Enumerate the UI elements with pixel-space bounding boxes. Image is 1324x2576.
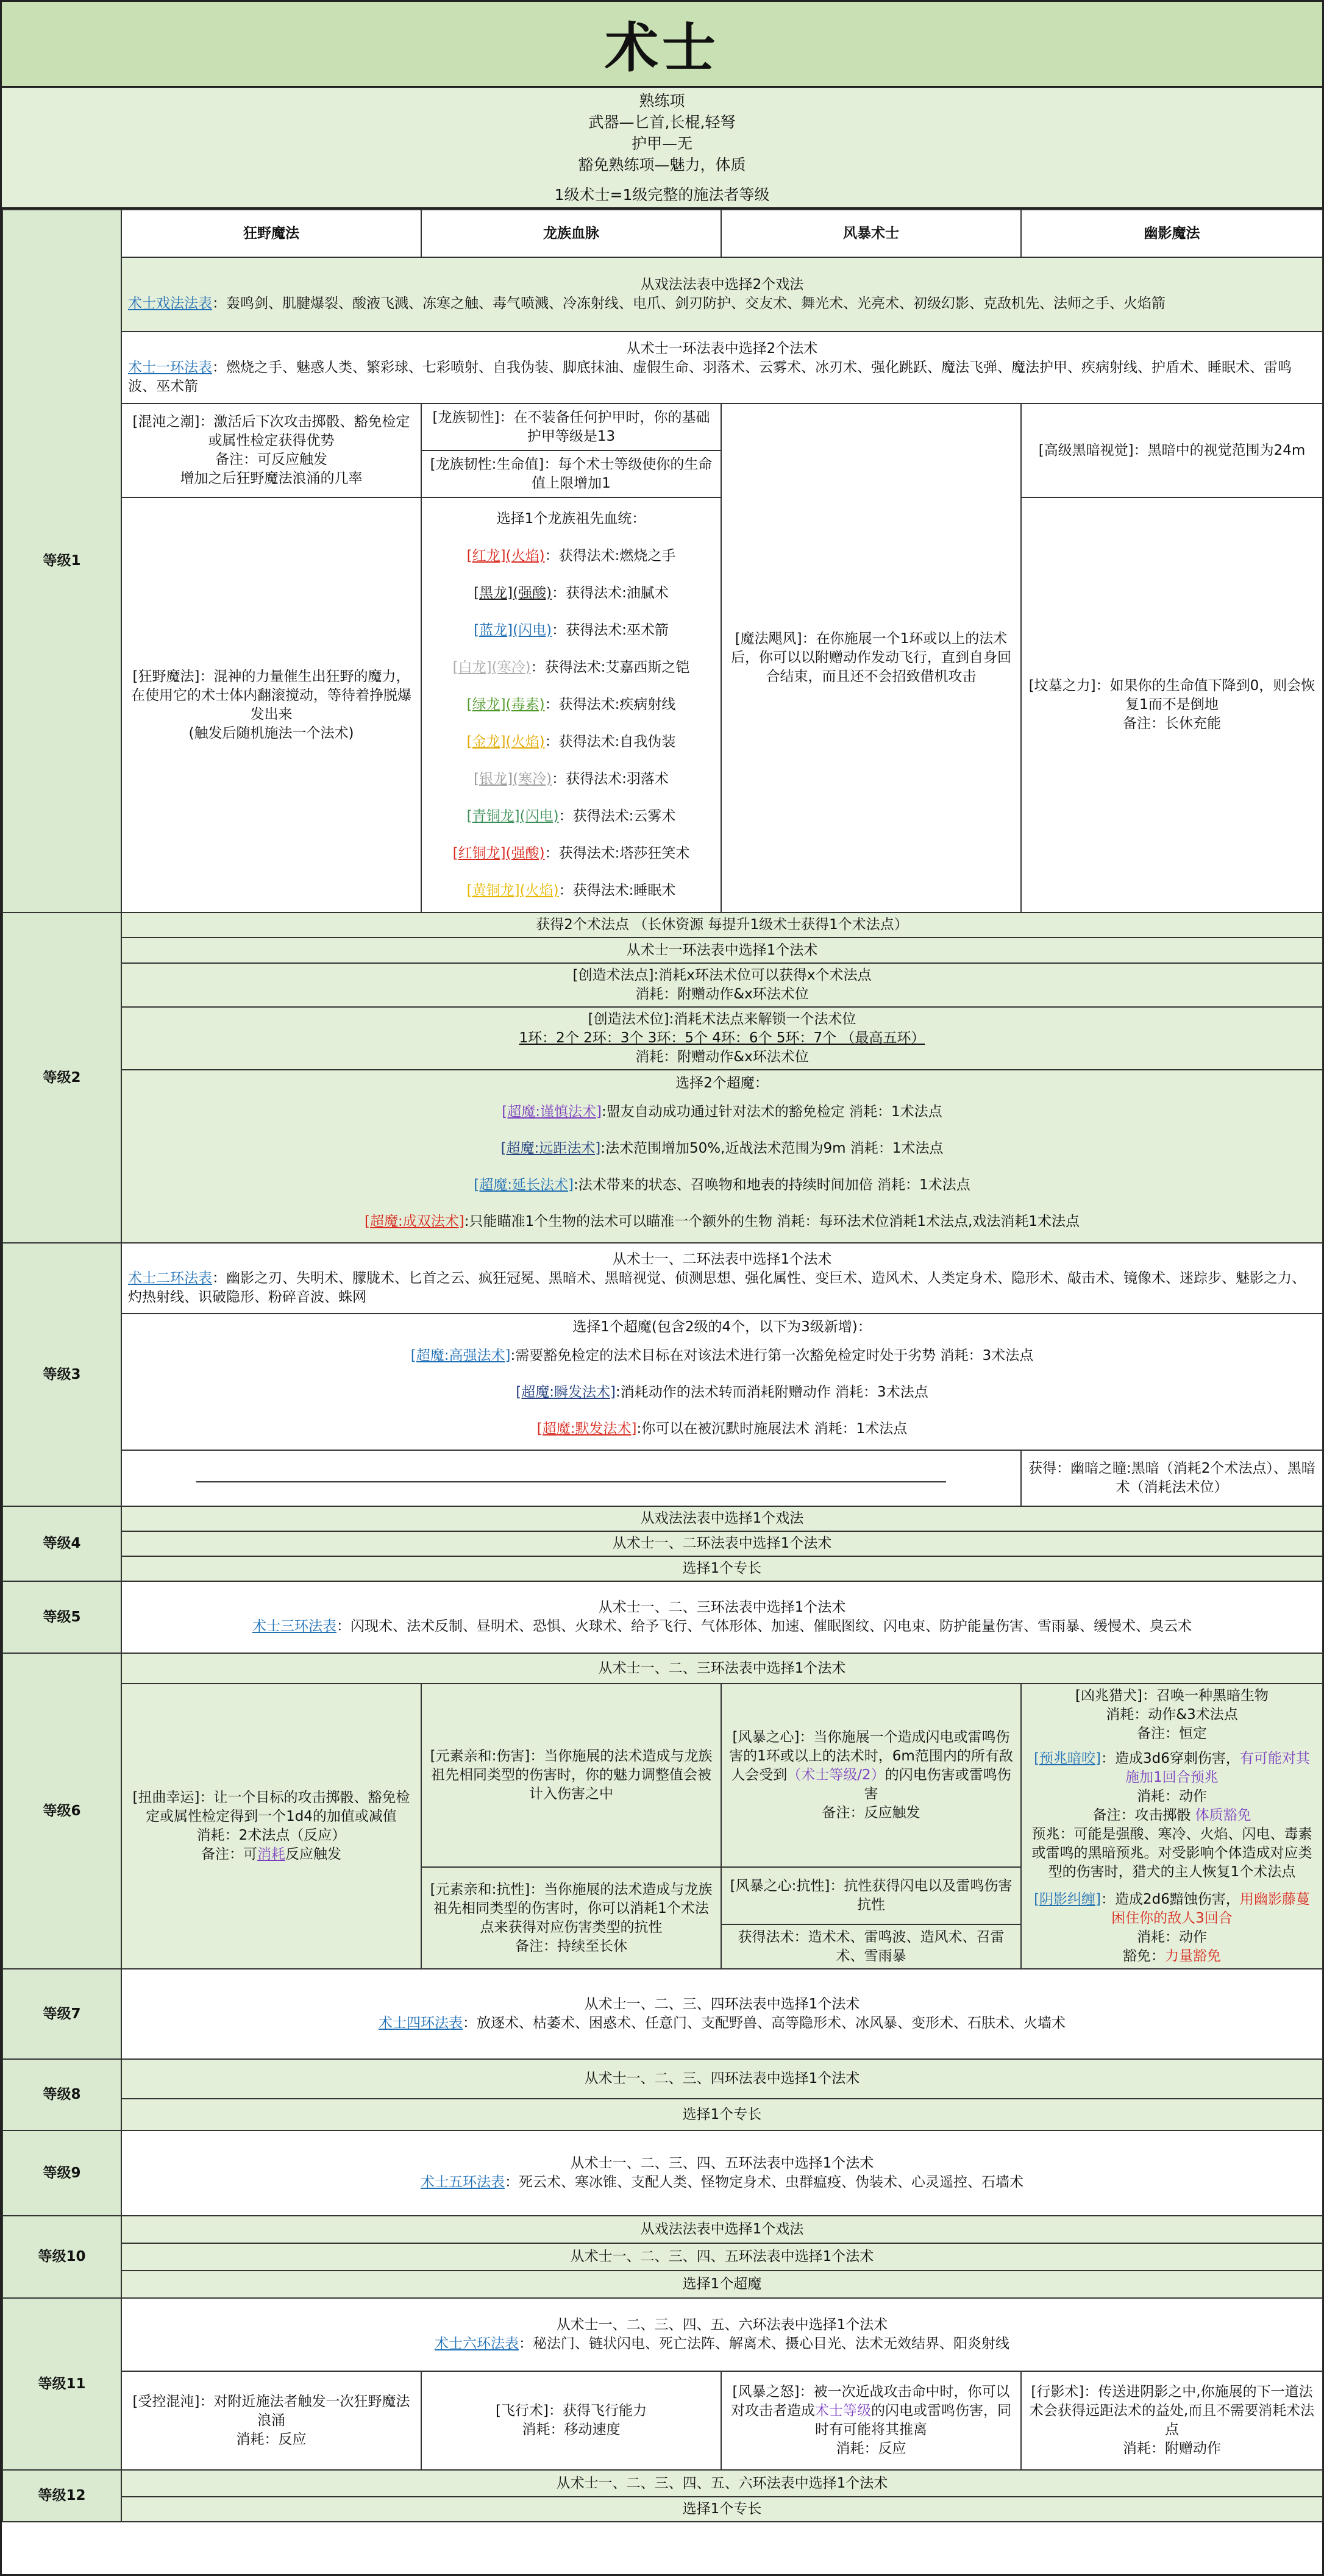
- level-6-spell: 从术士一、二、三环法表中选择1个法术: [121, 1653, 1323, 1684]
- omen-cost: 消耗：动作: [1137, 1788, 1207, 1804]
- create-points-text: [创造术法点]:消耗x环法术位可以获得x个术法点: [572, 967, 872, 983]
- ancestry-gold[interactable]: [金龙](火焰)：获得法术:自我伪装: [466, 734, 676, 750]
- proficiency-block: [2, 88, 1322, 209]
- level-9-label: 等级9: [2, 2130, 121, 2216]
- level-9-spells: [121, 2130, 1323, 2216]
- shadow-walk-cost: 消耗：附赠动作: [1123, 2441, 1221, 2457]
- level-12-label: 等级12: [2, 2470, 121, 2522]
- spell-table-6-link[interactable]: 术士六环法表: [435, 2336, 519, 2352]
- wild-chaos-text: [混沌之潮]：激活后下次攻击掷骰、豁免检定或属性检定获得优势: [132, 414, 410, 449]
- level-5-spells: [121, 1581, 1323, 1653]
- create-slot-costs: 1环：2个 2环：3个 3环：5个 4环：6个 5环：7个 （最高五环）: [519, 1030, 925, 1046]
- storm-fury-cost: 消耗：反应: [836, 2441, 906, 2457]
- metamagic-subtle[interactable]: [超魔:默发法术]:你可以在被沉默时施展法术 消耗：1术法点: [536, 1421, 908, 1437]
- level-4-cantrip: 从戏法法表中选择1个戏法: [121, 1506, 1323, 1531]
- level-11-label: 等级11: [2, 2298, 121, 2470]
- hound-text: [凶兆猎犬]：召唤一种黑暗生物: [1075, 1688, 1269, 1704]
- level-1-spell-head: 从术士一环法表中选择2个法术: [626, 340, 818, 357]
- level-3-label: 等级3: [2, 1243, 121, 1506]
- wild-surge-text: [狂野魔法]：混神的力量催生出狂野的魔力，在使用它的术士体内翻滚搅动，等待着挣脱爆发出来: [131, 668, 411, 722]
- level-1-label: 等级1: [2, 210, 121, 913]
- level-6-label: 等级6: [2, 1653, 121, 1969]
- level-10-cantrip: 从戏法法表中选择1个戏法: [121, 2216, 1323, 2243]
- ancestry-blue[interactable]: [蓝龙](闪电)：获得法术:巫术箭: [474, 622, 669, 638]
- wild-chaos-tide: [121, 404, 421, 497]
- level-2-points: 获得2个术法点 （长休资源 每提升1级术士获得1个术法点）: [121, 913, 1323, 938]
- level-2-spell: 从术士一环法表中选择1个法术: [121, 938, 1323, 963]
- level-7-spell-head: 从术士一、二、三、四环法表中选择1个法术: [584, 1996, 860, 2012]
- level-4-label: 等级4: [2, 1506, 121, 1581]
- shadow-hound: [1021, 1684, 1323, 1969]
- storm-heart-note: 备注：反应触发: [822, 1805, 920, 1821]
- spell-list-3: ：闪现术、法术反制、昼明术、恐惧、火球术、给予飞行、气体形体、加速、催眠图纹、闪电束、防护能量伤害、雪雨暴、缓慢术、臭云术: [336, 1618, 1192, 1634]
- controlled-chaos-text: [受控混沌]：对附近施法者触发一次狂野魔法浪涌: [132, 2393, 410, 2428]
- metamagic-heading: 选择2个超魔：: [675, 1075, 769, 1091]
- tangle-cost: 消耗：动作: [1137, 1929, 1207, 1945]
- proficiency-weapons: 武器—匕首,长棍,轻弩: [588, 113, 736, 131]
- level-3-empty: [121, 1450, 1021, 1506]
- ancestry-green[interactable]: [绿龙](毒素)：获得法术:疾病射线: [466, 697, 676, 713]
- draconic-ancestry: [421, 497, 721, 913]
- shadow-darkvision: [高级黑暗视觉]：黑暗中的视觉范围为24m: [1021, 404, 1323, 497]
- grave-note: 备注：长休充能: [1123, 716, 1221, 731]
- metamagic-careful[interactable]: [超魔:谨慎法术]:盟友自动成功通过针对法术的豁免检定 消耗：1术法点: [502, 1104, 942, 1120]
- spell-table-2-link[interactable]: 术士二环法表: [128, 1270, 212, 1286]
- omen-note: 备注：攻击掷骰 体质豁免: [1092, 1807, 1251, 1823]
- wild-magic-surge: [121, 497, 421, 913]
- shadow-eyes-of-dark: 获得：幽暗之瞳:黑暗（消耗2个术法点）、黑暗术（消耗法术位）: [1021, 1450, 1323, 1506]
- spell-list-2: ：幽影之刃、失明术、朦胧术、匕首之云、疯狂冠冕、黑暗术、黑暗视觉、侦测思想、强化属性、变巨术、造风术、人类定身术、隐形术、敲击术、镜像术、迷踪步、魅影之力、灼热射线、识破隐形、粉碎音波、蛛网: [128, 1270, 1306, 1305]
- ancestry-white[interactable]: [白龙](寒冷)：获得法术:艾嘉西斯之铠: [452, 660, 690, 675]
- draconic-resilience-ac: [龙族韧性]：在不装备任何护甲时，你的基础护甲等级是13: [421, 404, 721, 450]
- metamagic-distant[interactable]: [超魔:远距法术]:法术范围增加50%,近战法术范围为9m 消耗：1术法点: [500, 1140, 944, 1156]
- level-10-label: 等级10: [2, 2216, 121, 2298]
- level-3-spells: [121, 1243, 1323, 1314]
- archetype-shadow: 幽影魔法: [1021, 210, 1323, 257]
- hound-note: 备注：恒定: [1137, 1726, 1207, 1742]
- wings-cost: 消耗：移动速度: [522, 2422, 621, 2438]
- proficiency-armor: 护甲—无: [631, 134, 692, 152]
- archetype-wild-magic: 狂野魔法: [121, 210, 421, 257]
- level-7-label: 等级7: [2, 1969, 121, 2059]
- metamagic-extended[interactable]: [超魔:延长法术]:法术带来的状态、召唤物和地表的持续时间加倍 消耗：1术法点: [474, 1177, 970, 1193]
- ancestry-copper[interactable]: [红铜龙](强酸)：获得法术:塔莎狂笑术: [452, 845, 690, 861]
- spell-list-1: ：燃烧之手、魅惑人类、繁彩球、七彩喷射、自我伪装、脚底抹油、虚假生命、羽落术、云雾术、冰刃术、强化跳跃、魔法飞弹、魔法护甲、疾病射线、护盾术、睡眠术、雷鸣波、巫术箭: [128, 359, 1292, 394]
- metamagic-heightened[interactable]: [超魔:高强法术]:需要豁免检定的法术目标在对该法术进行第一次豁免检定时处于劣势 消耗：3术法点: [410, 1348, 1034, 1364]
- level-4-feat: 选择1个专长: [121, 1556, 1323, 1581]
- create-points-cost: 消耗：附赠动作&x环法术位: [635, 986, 809, 1002]
- level-7-spells: [121, 1969, 1323, 2059]
- elemental-affinity-damage: [元素亲和:伤害]：当你施展的法术造成与龙族祖先相同类型的伤害时，你的魅力调整值会被计入伤害之中: [421, 1684, 721, 1867]
- level-10-spell: 从术士一、二、三、四、五环法表中选择1个法术: [121, 2243, 1323, 2271]
- spell-list-4: ：放逐术、枯萎术、困惑术、任意门、支配野兽、高等隐形术、冰风暴、变形术、石肤术、火墙术: [463, 2015, 1066, 2031]
- archetype-storm: 风暴术士: [721, 210, 1021, 257]
- grave-text: [坟墓之力]：如果你的生命值下降到0，则会恢复1而不是倒地: [1028, 678, 1315, 713]
- spell-table-5-link[interactable]: 术士五环法表: [421, 2174, 505, 2190]
- level-1-cantrip-head: 从戏法法表中选择2个戏法: [640, 277, 804, 293]
- level-2-label: 等级2: [2, 913, 121, 1243]
- cantrip-table-link[interactable]: 术士戏法法表: [128, 296, 212, 311]
- storm-heart: [721, 1684, 1021, 1867]
- proficiency-saves: 豁免熟练项—魅力，体质: [578, 155, 746, 174]
- omen-desc: 预兆：可能是强酸、寒冷、火焰、闪电、毒素或雷鸣的黑暗预兆。对受影响个体造成对应类型的伤害时，猎犬的主人恢复1个术法点: [1031, 1826, 1312, 1880]
- storm-fury-text: [风暴之怒]：被一次近战攻击命中时，你可以对攻击者造成术士等级的闪电或雷鸣伤害，同时有可能将其推离: [731, 2384, 1011, 2438]
- wild-controlled-chaos: [121, 2371, 421, 2470]
- spell-table-1-link[interactable]: 术士一环法表: [128, 359, 212, 375]
- level-1-cantrips: [121, 257, 1323, 332]
- metamagic-twinned[interactable]: [超魔:成双法术]:只能瞄准1个生物的法术可以瞄准一个额外的生物 消耗：每环法术位消耗1术法点,戏法消耗1术法点: [365, 1214, 1080, 1229]
- divider-line: [196, 1481, 946, 1482]
- tangle-save: 豁免：力量豁免: [1123, 1948, 1221, 1964]
- archetype-draconic: 龙族血脉: [421, 210, 721, 257]
- proficiency-heading: 熟练项: [639, 91, 685, 110]
- storm-fury: [721, 2371, 1021, 2470]
- spell-list-5: ：死云术、寒冰锥、支配人类、怪物定身术、虫群瘟疫、伪装术、心灵遥控、石墙术: [505, 2174, 1023, 2190]
- wings-text: [飞行术]：获得飞行能力: [496, 2403, 647, 2419]
- page-title: 术士: [2, 2, 1322, 88]
- shadow-walk-text: [行影术]：传送进阴影之中,你施展的下一道法术会获得远距法术的益处,而且不需要消耗术法点: [1029, 2384, 1315, 2438]
- level-2-metamagic: [121, 1070, 1323, 1243]
- affinity-resist-text: [元素亲和:抗性]：当你施展的法术造成与龙族祖先相同类型的伤害时，你可以消耗1个术法点来获得对应伤害类型的抗性: [430, 1881, 713, 1935]
- level-12-spell: 从术士一、二、三、四、五、六环法表中选择1个法术: [121, 2470, 1323, 2497]
- spell-list-6: ：秘法门、链状闪电、死亡法阵、解离术、摄心目光、法术无效结界、阳炎射线: [519, 2336, 1009, 2352]
- create-sorcery-points: [121, 963, 1323, 1007]
- level-11-spells: [121, 2298, 1323, 2371]
- create-spell-slot: [121, 1007, 1323, 1070]
- wild-chaos-note: 备注：可反应触发: [215, 452, 327, 468]
- hound-cost: 消耗：动作&3术法点: [1106, 1707, 1238, 1723]
- level-9-spell-head: 从术士一、二、三、四、五环法表中选择1个法术: [570, 2155, 874, 2171]
- ancestry-silver[interactable]: [银龙](寒冷)：获得法术:羽落术: [474, 771, 669, 787]
- level-11-spell-head: 从术士一、二、三、四、五、六环法表中选择1个法术: [556, 2317, 888, 2333]
- draconic-wings: [421, 2371, 721, 2470]
- ancestry-black[interactable]: [黑龙](强酸)：获得法术:油腻术: [474, 585, 669, 601]
- elemental-affinity-resist: [421, 1867, 721, 1969]
- bend-luck-text: [扭曲幸运]：让一个目标的攻击掷骰、豁免检定或属性检定得到一个1d4的加值或减值: [132, 1790, 410, 1824]
- ancestry-red[interactable]: [红龙](火焰)：获得法术:燃烧之手: [466, 548, 676, 564]
- level-1-spells: [121, 332, 1323, 404]
- level-table: [2, 209, 1323, 2522]
- controlled-chaos-cost: 消耗：反应: [236, 2431, 307, 2447]
- ancestry-bronze[interactable]: [青铜龙](闪电)：获得法术:云雾术: [466, 808, 676, 824]
- cantrip-list: ：轰鸣剑、肌腱爆裂、酸液飞溅、冻寒之触、毒气喷溅、冷冻射线、电爪、剑刃防护、交友术、舞光术、光亮术、初级幻影、克敌机先、法师之手、火焰箭: [212, 296, 1166, 311]
- affinity-resist-note: 备注：持续至长休: [515, 1938, 627, 1954]
- ancestry-brass[interactable]: [黄铜龙](火焰)：获得法术:睡眠术: [466, 883, 676, 898]
- level-3-spell-head: 从术士一、二环法表中选择1个法术: [612, 1251, 832, 1267]
- level-8-spell: 从术士一、二、三、四环法表中选择1个法术: [121, 2059, 1323, 2099]
- level-3-meta-heading: 选择1个超魔(包含2级的4个，以下为3级新增)：: [572, 1319, 872, 1335]
- spell-table-3-link[interactable]: 术士三环法表: [252, 1618, 336, 1634]
- wild-surge-note: (触发后随机施法一个法术): [188, 725, 354, 741]
- shadow-walk: [1021, 2371, 1323, 2470]
- storm-heart-spells: 获得法术：造术术、雷鸣波、造风术、召雷术、雪雨暴: [721, 1924, 1021, 1969]
- wild-chaos-note2: 增加之后狂野魔法浪涌的几率: [180, 471, 363, 486]
- level-8-label: 等级8: [2, 2059, 121, 2130]
- hound-tangle: [阴影纠缠]：造成2d6黯蚀伤害，用幽影藤蔓困住你的敌人3回合: [1034, 1891, 1310, 1926]
- hound-omen-bite: [预兆暗咬]：造成3d6穿刺伤害，有可能对其施加1回合预兆: [1034, 1751, 1310, 1785]
- proficiency-note: 1级术士=1级完整的施法者等级: [554, 185, 770, 204]
- storm-tempestuous: [魔法飓风]：在你施展一个1环或以上的法术后，你可以以附赠动作发动飞行，直到自身回合结束，而且还不会招致借机攻击: [721, 404, 1021, 913]
- ancestry-heading: 选择1个龙族祖先血统：: [496, 511, 646, 527]
- wild-bend-luck: [121, 1684, 421, 1969]
- draconic-resilience-hp: [龙族韧性:生命值]：每个术士等级使你的生命值上限增加1: [421, 450, 721, 497]
- storm-heart-text: [风暴之心]：当你施展一个造成闪电或雷鸣伤害的1环或以上的法术时，6m范围内的所有敌人会受到（术士等级/2）的闪电伤害或雷鸣伤害: [729, 1729, 1013, 1802]
- create-slot-action: 消耗：附赠动作&x环法术位: [635, 1049, 809, 1065]
- tangle-link[interactable]: [阴影纠缠]: [1034, 1891, 1102, 1907]
- storm-heart-resist: [风暴之心:抗性]：抗性获得闪电以及雷鸣伤害抗性: [721, 1867, 1021, 1924]
- metamagic-quickened[interactable]: [超魔:瞬发法术]:消耗动作的法术转而消耗附赠动作 消耗：3术法点: [516, 1384, 928, 1400]
- bend-luck-cost: 消耗：2术法点（反应）: [196, 1827, 346, 1843]
- level-8-feat: 选择1个专长: [121, 2099, 1323, 2130]
- level-12-feat: 选择1个专长: [121, 2497, 1323, 2522]
- level-10-meta: 选择1个超魔: [121, 2271, 1323, 2298]
- level-5-spell-head: 从术士一、二、三环法表中选择1个法术: [598, 1599, 846, 1615]
- level-3-metamagic: [121, 1314, 1323, 1450]
- shadow-strength-of-grave: [1021, 497, 1323, 913]
- level-4-spell: 从术士一、二环法表中选择1个法术: [121, 1531, 1323, 1556]
- level-5-label: 等级5: [2, 1581, 121, 1653]
- create-slot-text: [创造法术位]:消耗术法点来解锁一个法术位: [588, 1011, 856, 1027]
- omen-bite-link[interactable]: [预兆暗咬]: [1034, 1751, 1102, 1767]
- spell-table-4-link[interactable]: 术士四环法表: [379, 2015, 463, 2031]
- bend-luck-note: 备注：可消耗反应触发: [201, 1846, 341, 1862]
